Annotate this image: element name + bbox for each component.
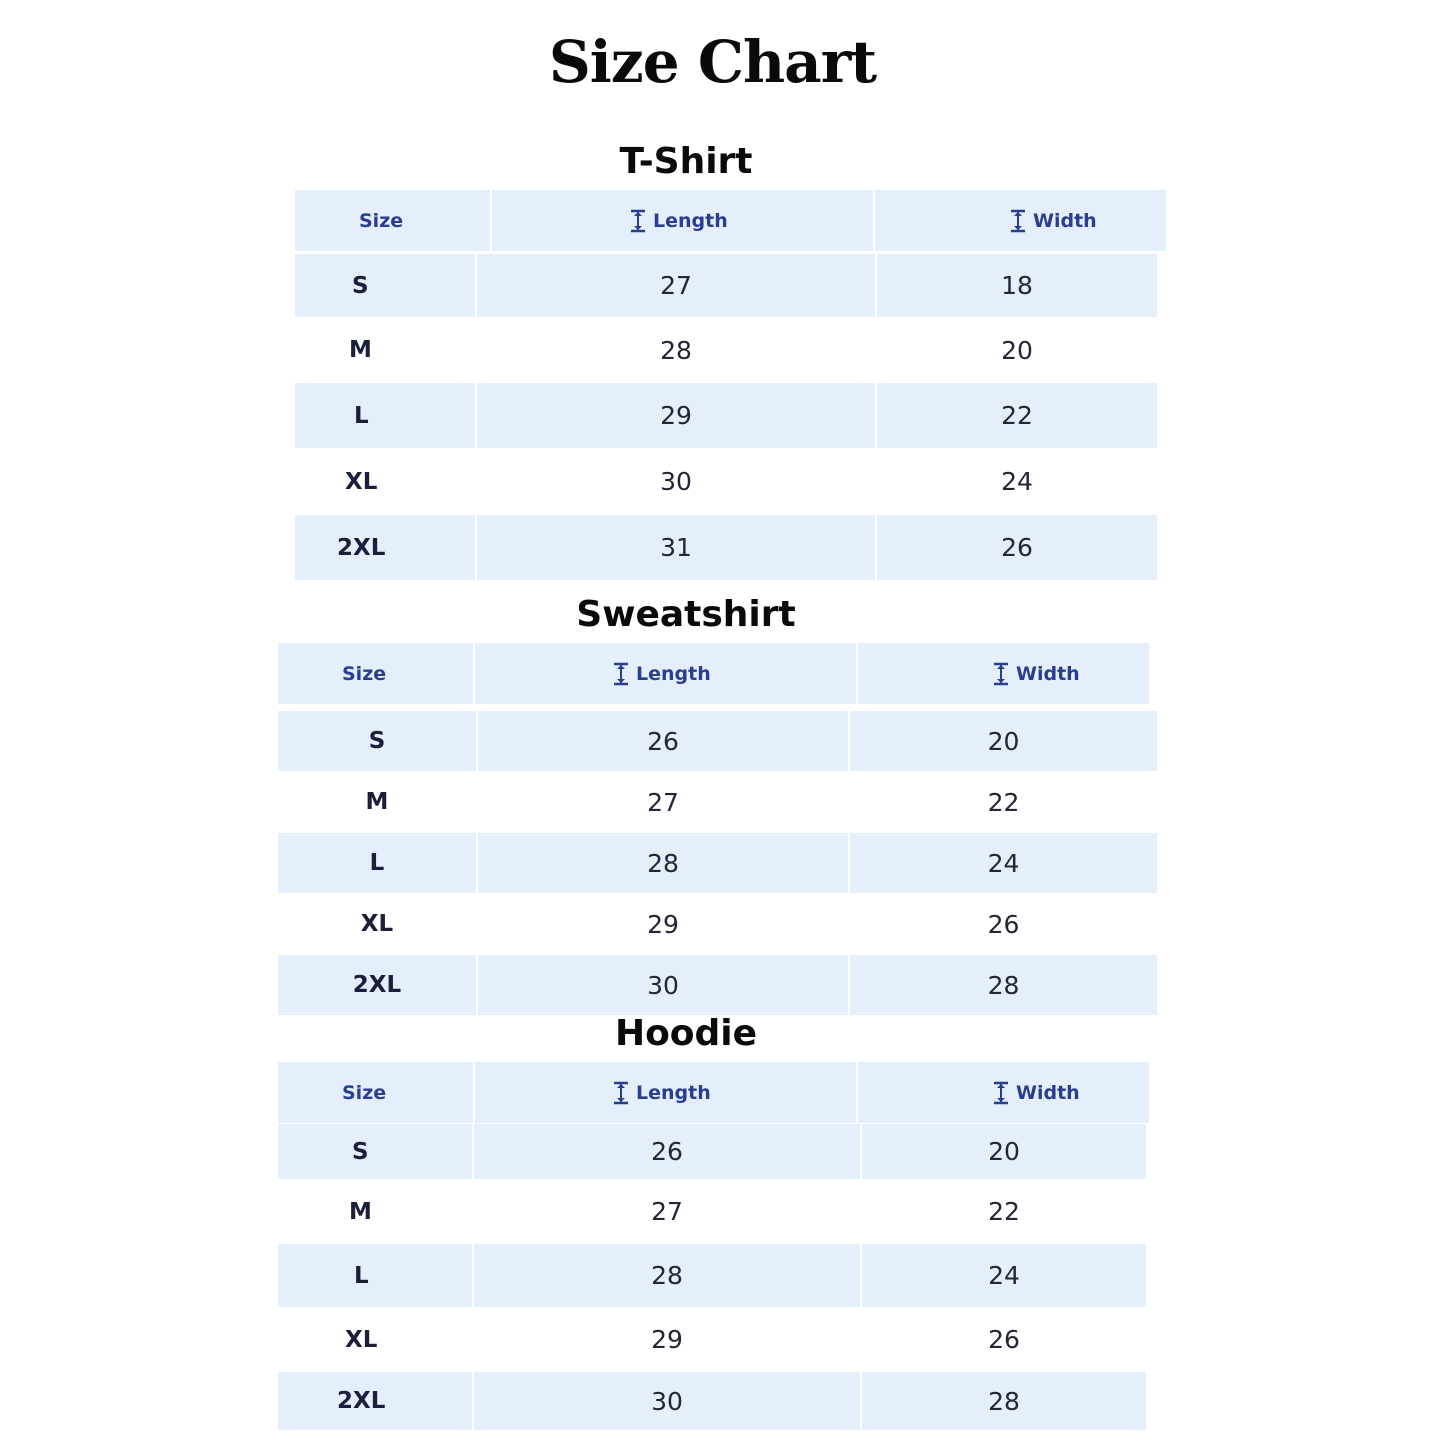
length-column-header bbox=[473, 643, 856, 704]
size-cell: L bbox=[278, 1244, 472, 1307]
length-cell: 28 bbox=[476, 833, 848, 893]
vertical-measure-icon bbox=[611, 1081, 631, 1105]
size-column-header: Size bbox=[278, 1062, 473, 1123]
table-header-row bbox=[278, 1062, 1149, 1123]
length-cell: 29 bbox=[475, 383, 875, 448]
table-row bbox=[295, 254, 1157, 317]
width-cell: 26 bbox=[860, 1308, 1146, 1371]
size-cell: L bbox=[295, 383, 475, 448]
vertical-measure-icon bbox=[991, 1081, 1011, 1105]
length-cell: 29 bbox=[472, 1308, 860, 1371]
width-header-label: Width bbox=[1016, 1081, 1080, 1104]
length-header-label: Length bbox=[653, 209, 728, 232]
width-header-label: Width bbox=[1016, 662, 1080, 685]
size-cell: 2XL bbox=[295, 515, 475, 580]
length-cell: 26 bbox=[476, 711, 848, 771]
size-column-header: Size bbox=[295, 190, 490, 251]
length-header-label: Length bbox=[636, 662, 711, 685]
width-cell: 20 bbox=[860, 1124, 1146, 1179]
width-cell: 28 bbox=[848, 955, 1157, 1015]
length-cell: 29 bbox=[476, 894, 848, 954]
width-cell: 22 bbox=[860, 1180, 1146, 1243]
vertical-measure-icon bbox=[991, 662, 1011, 686]
width-cell: 28 bbox=[860, 1372, 1146, 1430]
table-row bbox=[278, 1372, 1146, 1430]
length-column-header bbox=[490, 190, 873, 251]
length-cell: 28 bbox=[475, 318, 875, 382]
width-cell: 24 bbox=[860, 1244, 1146, 1307]
width-cell: 18 bbox=[875, 254, 1157, 317]
size-cell: M bbox=[278, 772, 476, 832]
width-cell: 20 bbox=[875, 318, 1157, 382]
width-cell: 24 bbox=[875, 449, 1157, 514]
sweatshirt-section-title: Sweatshirt bbox=[576, 594, 796, 635]
table-row bbox=[278, 711, 1157, 771]
length-column-header bbox=[473, 1062, 856, 1123]
size-cell: XL bbox=[295, 449, 475, 514]
page-title: Size Chart bbox=[548, 28, 877, 96]
width-cell: 22 bbox=[848, 772, 1157, 832]
width-column-header bbox=[856, 1062, 1149, 1123]
size-cell: S bbox=[295, 254, 475, 317]
table-row bbox=[295, 318, 1157, 382]
length-cell: 30 bbox=[475, 449, 875, 514]
size-cell: XL bbox=[278, 1308, 472, 1371]
table-row bbox=[278, 894, 1157, 954]
table-row bbox=[278, 1244, 1146, 1307]
tshirt-section-title: T-Shirt bbox=[619, 141, 753, 182]
width-cell: 22 bbox=[875, 383, 1157, 448]
width-cell: 26 bbox=[848, 894, 1157, 954]
width-cell: 26 bbox=[875, 515, 1157, 580]
vertical-measure-icon bbox=[611, 662, 631, 686]
table-row bbox=[295, 515, 1157, 580]
table-row bbox=[278, 955, 1157, 1015]
width-column-header bbox=[856, 643, 1149, 704]
size-cell: M bbox=[295, 318, 475, 382]
width-cell: 24 bbox=[848, 833, 1157, 893]
table-header-row bbox=[295, 190, 1166, 251]
table-row bbox=[278, 833, 1157, 893]
vertical-measure-icon bbox=[628, 209, 648, 233]
size-column-header: Size bbox=[278, 643, 473, 704]
table-row bbox=[278, 1180, 1146, 1243]
width-column-header bbox=[873, 190, 1166, 251]
width-header-label: Width bbox=[1033, 209, 1097, 232]
vertical-measure-icon bbox=[1008, 209, 1028, 233]
length-cell: 30 bbox=[476, 955, 848, 1015]
size-cell: XL bbox=[278, 894, 476, 954]
table-row bbox=[295, 383, 1157, 448]
length-cell: 27 bbox=[472, 1180, 860, 1243]
size-cell: S bbox=[278, 711, 476, 771]
hoodie-section-title: Hoodie bbox=[614, 1013, 758, 1054]
length-cell: 31 bbox=[475, 515, 875, 580]
length-header-label: Length bbox=[636, 1081, 711, 1104]
length-cell: 27 bbox=[476, 772, 848, 832]
table-row bbox=[278, 1124, 1146, 1179]
size-cell: S bbox=[278, 1124, 472, 1179]
length-cell: 26 bbox=[472, 1124, 860, 1179]
length-cell: 28 bbox=[472, 1244, 860, 1307]
length-cell: 27 bbox=[475, 254, 875, 317]
width-cell: 20 bbox=[848, 711, 1157, 771]
size-cell: L bbox=[278, 833, 476, 893]
table-row bbox=[278, 1308, 1146, 1371]
size-cell: 2XL bbox=[278, 1372, 472, 1430]
length-cell: 30 bbox=[472, 1372, 860, 1430]
table-row bbox=[295, 449, 1157, 514]
table-header-row bbox=[278, 643, 1149, 704]
table-row bbox=[278, 772, 1157, 832]
size-cell: M bbox=[278, 1180, 472, 1243]
size-cell: 2XL bbox=[278, 955, 476, 1015]
